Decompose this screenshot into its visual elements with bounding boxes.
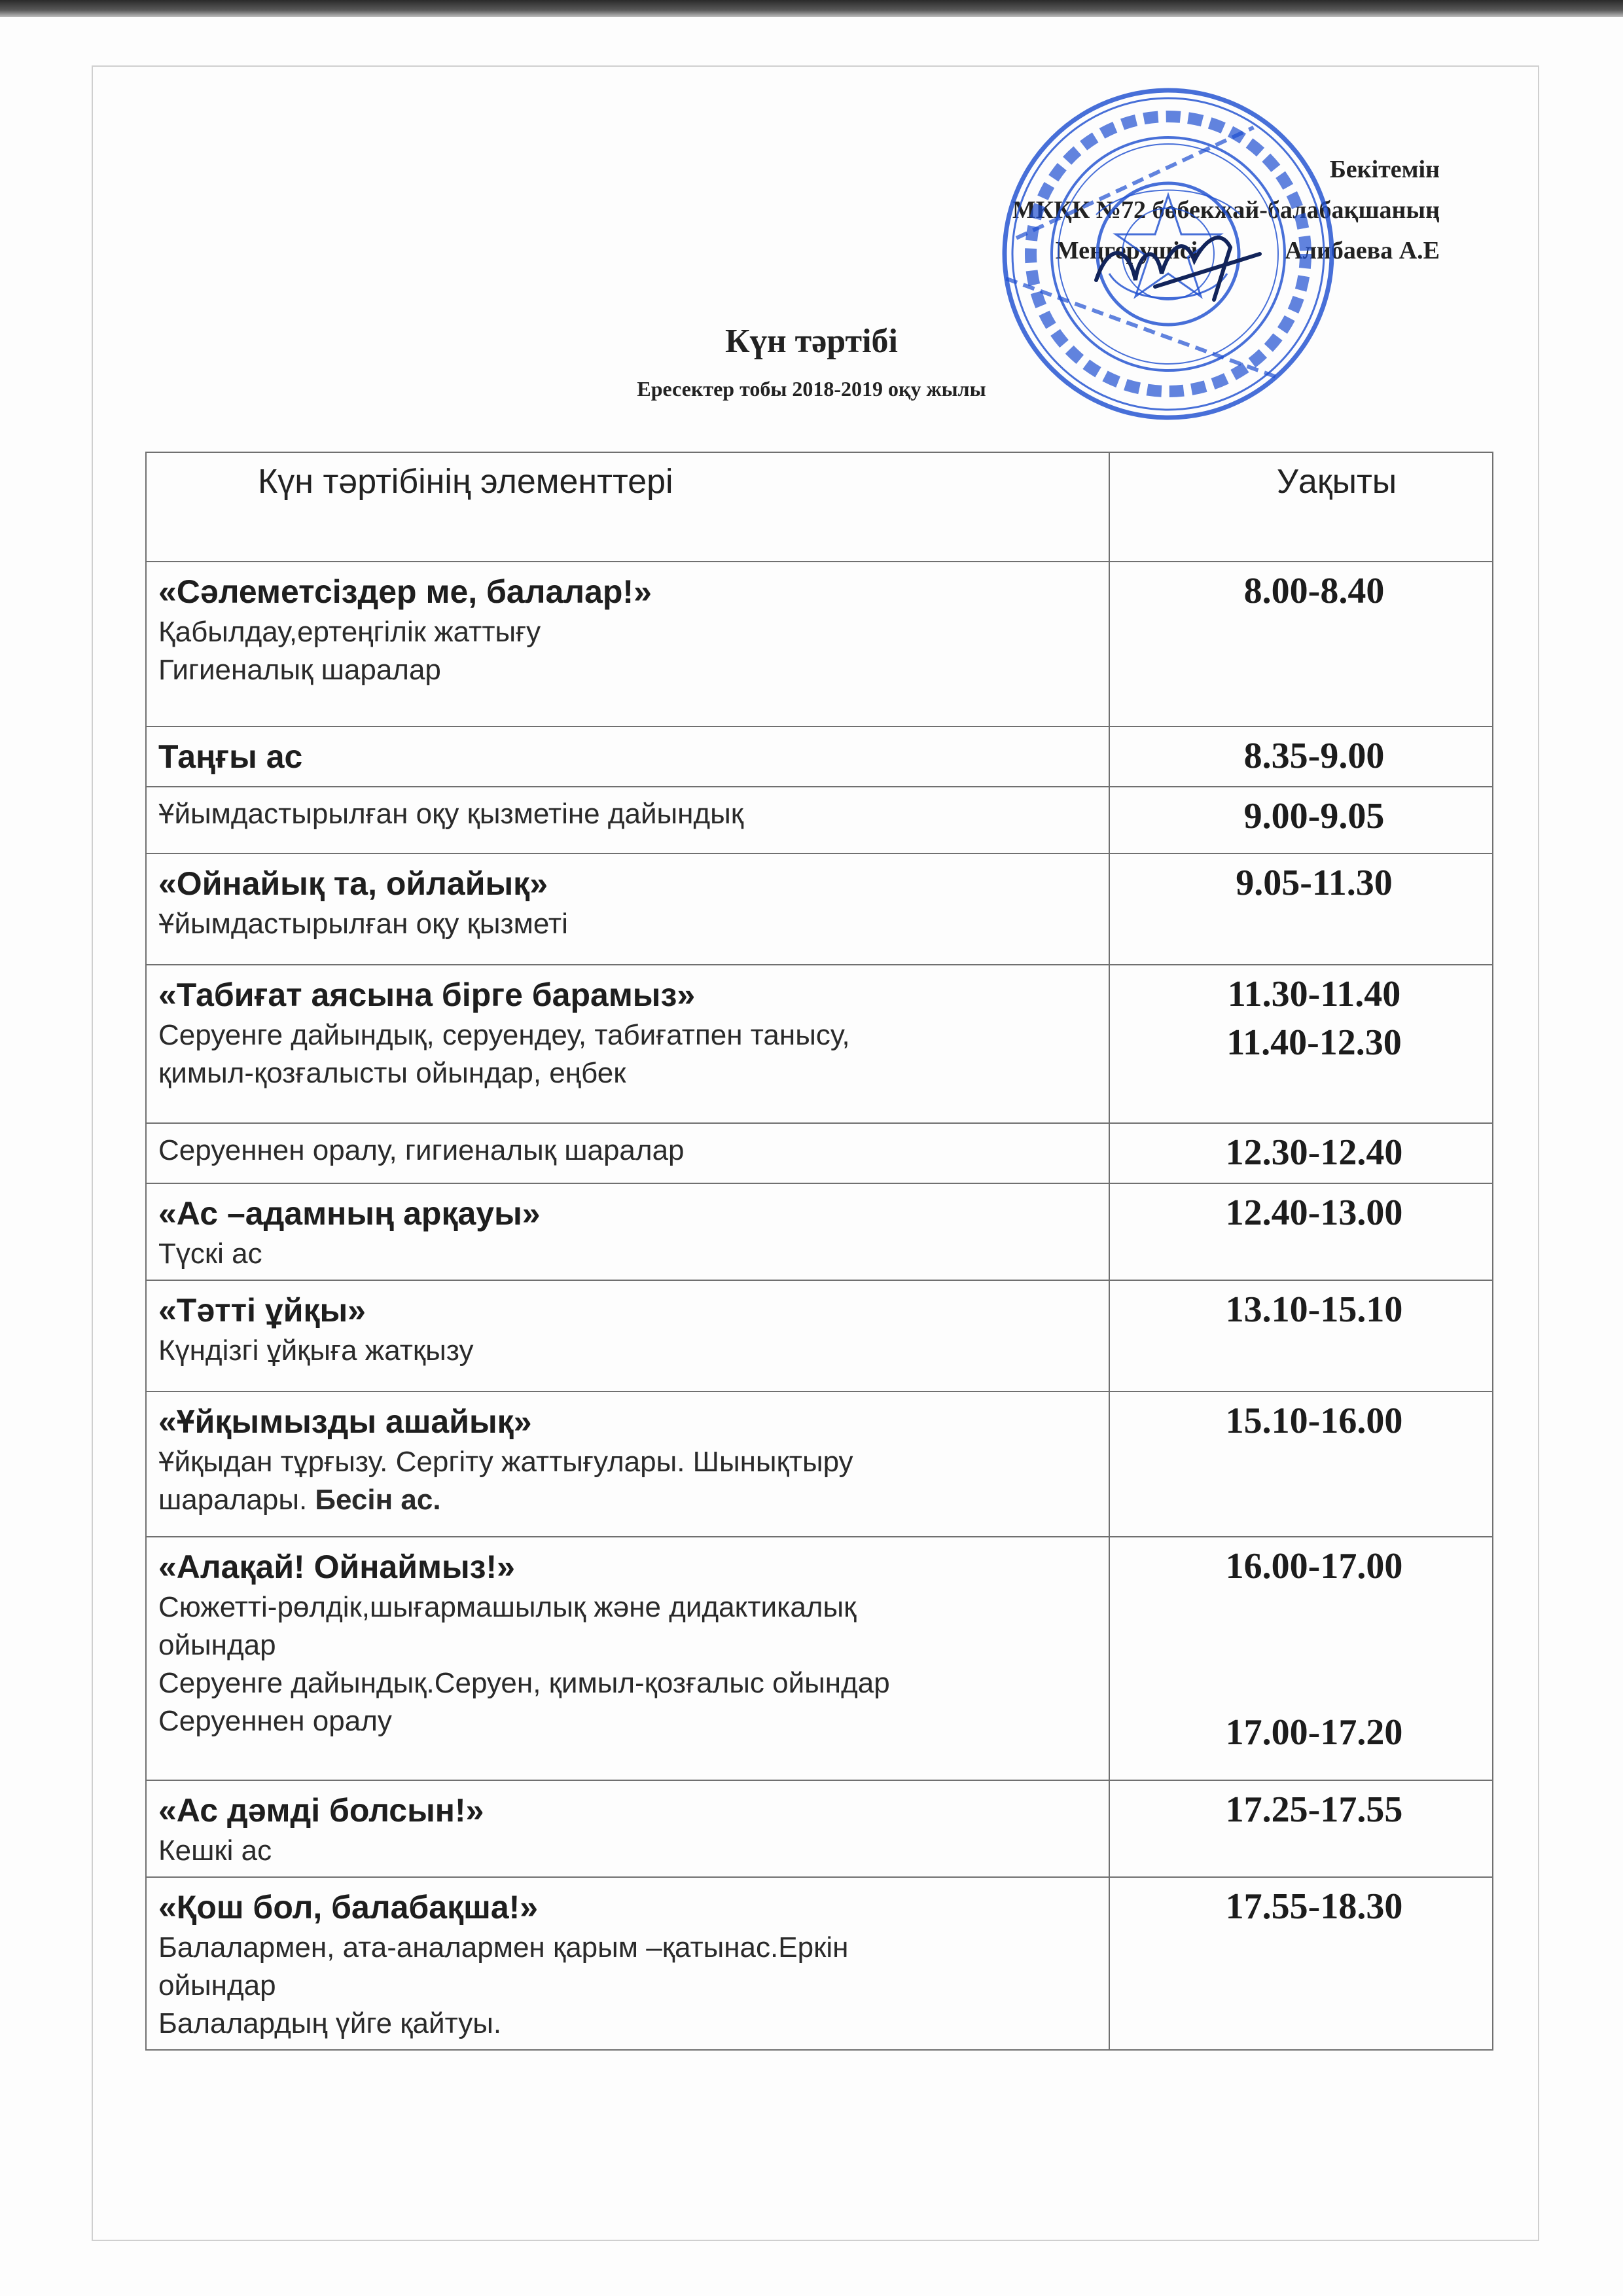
activity-description: ойындар xyxy=(158,1969,276,2001)
time-range: 12.40-13.00 xyxy=(1225,1193,1403,1233)
official-seal-icon xyxy=(998,84,1338,424)
column-header-elements: Күн тәртібінің элементтері xyxy=(146,452,1109,562)
time-range: 8.35-9.00 xyxy=(1243,736,1385,776)
schedule-table xyxy=(145,452,1493,2051)
activity-description: Серуенге дайындық.Серуен, қимыл-қозғалыс ойындар xyxy=(158,1667,890,1699)
time-range: 17.55-18.30 xyxy=(1225,1886,1403,1927)
time-cell xyxy=(1109,787,1493,853)
time-range: 16.00-17.00 xyxy=(1225,1546,1403,1587)
activity-description: Сюжетті-рөлдік,шығармашылық және дидактикалық xyxy=(158,1591,857,1623)
time-range: 9.05-11.30 xyxy=(1236,863,1393,903)
table-row xyxy=(146,1537,1493,1780)
activity-cell xyxy=(146,1877,1109,2050)
table-row xyxy=(146,965,1493,1123)
activity-description: Кешкі ас xyxy=(158,1835,272,1867)
time-cell xyxy=(1109,1391,1493,1537)
activity-title: «Алақай! Ойнаймыз!» xyxy=(158,1549,515,1585)
time-range: 11.40-12.30 xyxy=(1226,1022,1402,1063)
time-cell xyxy=(1109,1280,1493,1391)
activity-cell xyxy=(146,1537,1109,1780)
time-cell xyxy=(1109,1183,1493,1280)
time-range: 11.30-11.40 xyxy=(1227,974,1401,1014)
activity-title: «Ойнайық та, ойлайық» xyxy=(158,865,548,902)
activity-description: Түскі ас xyxy=(158,1238,262,1270)
activity-description: Ұйымдастырылған оқу қызметіне дайындық xyxy=(158,798,744,830)
time-cell xyxy=(1109,965,1493,1123)
table-row xyxy=(146,726,1493,787)
time-cell xyxy=(1109,1877,1493,2050)
time-cell xyxy=(1109,1537,1493,1780)
activity-cell xyxy=(146,726,1109,787)
table-row xyxy=(146,787,1493,853)
time-range: 15.10-16.00 xyxy=(1225,1401,1403,1441)
table-row xyxy=(146,853,1493,965)
activity-title: «Табиғат аясына бірге барамыз» xyxy=(158,977,696,1013)
time-cell xyxy=(1109,1780,1493,1877)
time-range: 13.10-15.10 xyxy=(1225,1289,1403,1330)
time-cell xyxy=(1109,853,1493,965)
emphasis-text: Бесін ас. xyxy=(315,1484,441,1516)
activity-description: Балалардың үйге қайтуы. xyxy=(158,2007,502,2039)
approval-line-3: Меңгерушісі Алибаева А.Е xyxy=(1055,237,1440,264)
activity-description: Ұйқыдан тұрғызу. Сергіту жаттығулары. Шынықтыру xyxy=(158,1446,853,1478)
signature-icon xyxy=(1096,238,1260,300)
activity-title: «Ас дәмді болсын!» xyxy=(158,1792,484,1829)
table-row xyxy=(146,1280,1493,1391)
activity-cell xyxy=(146,965,1109,1123)
activity-title: «Сәлеметсіздер ме, балалар!» xyxy=(158,573,652,610)
table-row xyxy=(146,1780,1493,1877)
activity-description: Серуенге дайындық, серуендеу, табиғатпен танысу, xyxy=(158,1019,850,1051)
activity-description: қимыл-қозғалысты ойындар, еңбек xyxy=(158,1057,626,1089)
column-header-time: Уақыты xyxy=(1109,452,1493,562)
activity-title: «Тәтті ұйқы» xyxy=(158,1292,366,1329)
activity-cell xyxy=(146,1280,1109,1391)
time-cell xyxy=(1109,1123,1493,1183)
approval-line-1: Бекітемін xyxy=(1329,156,1440,183)
activity-description: Серуеннен оралу, гигиеналық шаралар xyxy=(158,1134,685,1166)
time-range: 9.00-9.05 xyxy=(1243,796,1385,836)
activity-cell xyxy=(146,1391,1109,1537)
time-range: 8.00-8.40 xyxy=(1243,571,1385,611)
table-row xyxy=(146,1183,1493,1280)
time-range: 17.00-17.20 xyxy=(1225,1712,1403,1753)
page-title: Күн тәртібі xyxy=(725,323,898,360)
table-row xyxy=(146,562,1493,726)
activity-title: «Ас –адамның арқауы» xyxy=(158,1195,541,1232)
time-range: 12.30-12.40 xyxy=(1225,1132,1403,1173)
table-row xyxy=(146,1877,1493,2050)
activity-cell xyxy=(146,1183,1109,1280)
activity-cell xyxy=(146,853,1109,965)
activity-description: Күндізгі ұйқыға жатқызу xyxy=(158,1335,474,1367)
table-header-row xyxy=(146,452,1493,562)
activity-title: «Ұйқымызды ашайық» xyxy=(158,1403,532,1440)
table-row xyxy=(146,1391,1493,1537)
activity-cell xyxy=(146,1780,1109,1877)
time-cell xyxy=(1109,726,1493,787)
time-cell xyxy=(1109,562,1493,726)
time-range: 17.25-17.55 xyxy=(1225,1789,1403,1830)
scan-edge xyxy=(0,0,1623,17)
activity-cell xyxy=(146,787,1109,853)
page-subtitle: Ересектер тобы 2018-2019 оқу жылы xyxy=(637,377,986,401)
activity-title: «Қош бол, балабақша!» xyxy=(158,1889,539,1926)
activity-title: Таңғы ас xyxy=(158,738,303,775)
activity-description: Қабылдау,ертеңгілік жаттығу xyxy=(158,616,541,648)
activity-description: Балалармен, ата-аналармен қарым –қатынас.Еркін xyxy=(158,1931,849,1964)
activity-description: шаралары. Бесін ас. xyxy=(158,1484,441,1516)
approval-line-2: МКҚК №72 бөбекжай-балабақшаның xyxy=(1012,196,1440,224)
activity-cell xyxy=(146,562,1109,726)
activity-description: Ұйымдастырылған оқу қызметі xyxy=(158,908,568,940)
activity-description: Серуеннен оралу xyxy=(158,1705,392,1737)
activity-description: Гигиеналық шаралар xyxy=(158,654,441,686)
table-row xyxy=(146,1123,1493,1183)
activity-cell xyxy=(146,1123,1109,1183)
activity-description: ойындар xyxy=(158,1629,276,1661)
